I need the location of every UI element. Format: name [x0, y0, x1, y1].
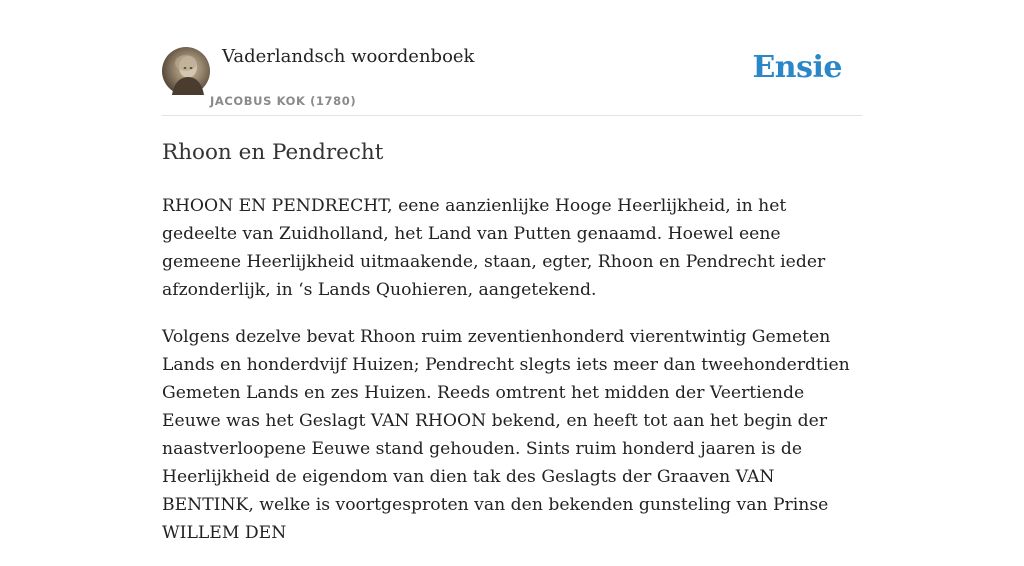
ensie-logo[interactable]: Ensie	[752, 50, 842, 85]
paragraph: RHOON EN PENDRECHT, eene aanzienlijke Hooge Heerlijkheid, in het gedeelte van Zuidholland, het Land van Putten genaamd. Hoewel eene gemeene Heerlijkheid uitmaakende, staan, egter, Rhoon en Pendrecht ieder afzonderlijk, in ‘s Lands Quohieren, aangetekend.	[162, 196, 826, 300]
entry-body	[162, 192, 862, 566]
author-avatar[interactable]	[162, 47, 210, 95]
portrait-icon	[162, 47, 210, 95]
content-container	[162, 0, 862, 543]
entry-title: Rhoon en Pendrecht	[162, 140, 384, 165]
page-header	[162, 0, 862, 116]
author-name[interactable]: JACOBUS KOK (1780)	[210, 94, 357, 108]
book-title[interactable]: Vaderlandsch woordenboek	[222, 46, 475, 67]
paragraph: Volgens dezelve bevat Rhoon ruim zeventienhonderd vierentwintig Gemeten Lands en honderdvijf Huizen; Pendrecht slegts iets meer dan tweehonderdtien Gemeten Lands en zes Huizen. Reeds omtrent het midden der Veertiende Eeuwe was het Geslagt VAN RHOON bekend, en heeft tot aan het begin der naastverloopene Eeuwe stand gehouden. Sints ruim honderd jaaren is de Heerlijkheid de eigendom van dien tak des Geslagts der Graaven VAN BENTINK, welke is voortgesproten van den bekenden gunsteling van Prinse WILLEM DEN	[162, 327, 850, 543]
